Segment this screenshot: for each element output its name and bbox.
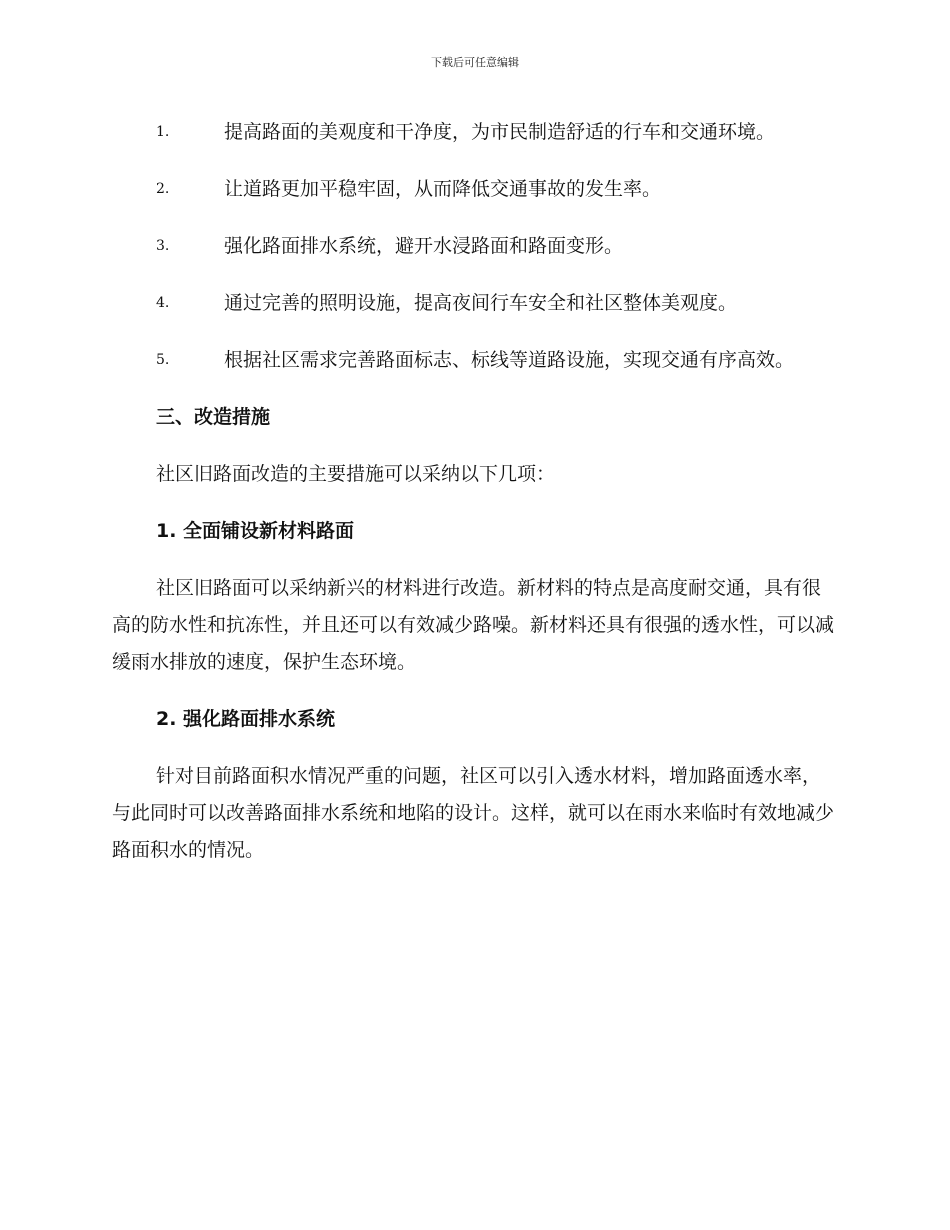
goal-number-3: 3. xyxy=(156,238,170,254)
goal-text-5: 根据社区需求完善路面标志、标线等道路设施，实现交通有序高效。 xyxy=(224,349,795,371)
goal-item-3 xyxy=(112,228,834,265)
goal-number-1: 1. xyxy=(156,124,170,140)
measure-2-heading: 2. 强化路面排水系统 xyxy=(156,708,336,730)
goal-number-5: 5. xyxy=(156,352,170,368)
goal-item-1 xyxy=(112,114,834,151)
measure-2-paragraph: 针对目前路面积水情况严重的问题，社区可以引入透水材料，增加路面透水率，与此同时可以改善路面排水系统和地陷的设计。这样，就可以在雨水来临时有效地减少路面积水的情况。 xyxy=(112,765,835,861)
section-intro: 社区旧路面改造的主要措施可以采纳以下几项： xyxy=(156,463,556,485)
goal-text-1: 提高路面的美观度和干净度，为市民制造舒适的行车和交通环境。 xyxy=(224,121,776,143)
goal-number-2: 2. xyxy=(156,181,170,197)
header-note: 下载后可任意编辑 xyxy=(431,56,519,69)
goal-text-3: 强化路面排水系统，避开水浸路面和路面变形。 xyxy=(224,235,624,257)
goal-text-4: 通过完善的照明设施，提高夜间行车安全和社区整体美观度。 xyxy=(224,292,738,314)
goal-number-4: 4. xyxy=(156,295,170,311)
goal-text-2: 让道路更加平稳牢固，从而降低交通事故的发生率。 xyxy=(224,178,662,200)
goal-item-5 xyxy=(112,342,834,379)
section-heading: 三、改造措施 xyxy=(156,406,271,428)
measure-1-paragraph: 社区旧路面可以采纳新兴的材料进行改造。新材料的特点是高度耐交通，具有很高的防水性和抗冻性，并且还可以有效减少路噪。新材料还具有很强的透水性，可以减缓雨水排放的速度，保护生态环境。 xyxy=(112,577,835,673)
measure-1-heading: 1. 全面铺设新材料路面 xyxy=(156,520,355,542)
document-body xyxy=(112,114,834,889)
goal-item-2 xyxy=(112,171,834,208)
goal-item-4 xyxy=(112,285,834,322)
